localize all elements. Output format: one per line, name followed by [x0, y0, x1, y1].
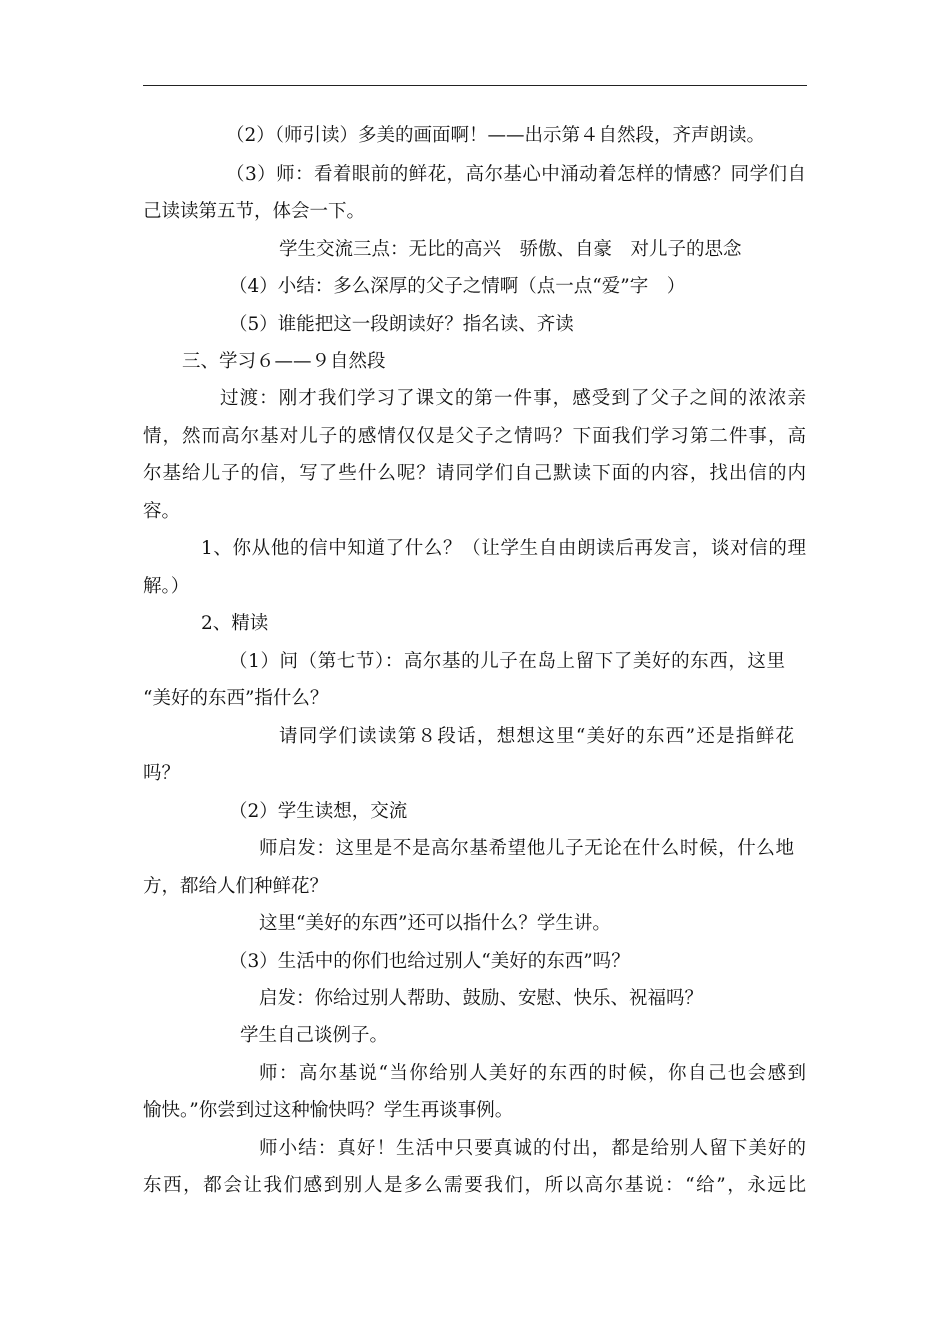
text-line: 学生自己谈例子。	[240, 1025, 389, 1046]
text-line: 学生交流三点：无比的高兴 骄傲、自豪 对儿子的思念	[279, 239, 742, 260]
text-line: 容。	[143, 501, 181, 522]
text-line: 师启发：这里是不是高尔基希望他儿子无论在什么时候，什么地	[259, 838, 794, 859]
text-line: （3）师：看着眼前的鲜花，高尔基心中涌动着怎样的情感？同学们自	[226, 164, 806, 185]
text-line: （5）谁能把这一段朗读好？指名读、齐读	[229, 314, 574, 335]
section-heading: 三、学习６——９自然段	[182, 351, 386, 372]
text-line: （2）（师引读）多美的画面啊！——出示第４自然段，齐声朗读。	[226, 125, 766, 146]
text-line: （4）小结：多么深厚的父子之情啊（点一点“爱”字 ）	[229, 276, 686, 297]
text-line: 师：高尔基说“当你给别人美好的东西的时候，你自己也会感到	[259, 1063, 806, 1084]
text-line: 东西，都会让我们感到别人是多么需要我们，所以高尔基说：“给”，永远比	[143, 1175, 806, 1196]
text-line: 这里“美好的东西”还可以指什么？学生讲。	[259, 913, 611, 934]
text-line: （2）学生读想，交流	[229, 801, 408, 822]
text-line: 启发：你给过别人帮助、鼓励、安慰、快乐、祝福吗？	[259, 988, 704, 1009]
text-line: 吗？	[143, 763, 181, 784]
text-line: 1、你从他的信中知道了什么？（让学生自由朗读后再发言，谈对信的理	[201, 538, 806, 559]
text-line: “美好的东西”指什么？	[143, 688, 329, 709]
text-line: 请同学们读读第８段话，想想这里“美好的东西”还是指鲜花	[279, 726, 794, 747]
text-line: 方，都给人们种鲜花？	[143, 876, 329, 897]
text-line: 解。）	[143, 576, 190, 597]
text-line: （1）问（第七节）：高尔基的儿子在岛上留下了美好的东西，这里	[229, 651, 785, 672]
text-line: 师小结：真好！生活中只要真诚的付出，都是给别人留下美好的	[259, 1138, 806, 1159]
header-rule	[143, 85, 807, 86]
text-line: 过渡：刚才我们学习了课文的第一件事，感受到了父子之间的浓浓亲	[220, 388, 806, 409]
text-line: （3）生活中的你们也给过别人“美好的东西”吗？	[229, 951, 630, 972]
text-line: 尔基给儿子的信，写了些什么呢？请同学们自己默读下面的内容，找出信的内	[143, 463, 806, 484]
text-line: 己读读第五节，体会一下。	[143, 201, 366, 222]
text-line: 愉快。”你尝到过这种愉快吗？学生再谈事例。	[143, 1100, 514, 1121]
text-line: 情，然而高尔基对儿子的感情仅仅是父子之情吗？下面我们学习第二件事，高	[143, 426, 806, 447]
subsection-heading: 2、精读	[201, 613, 269, 634]
